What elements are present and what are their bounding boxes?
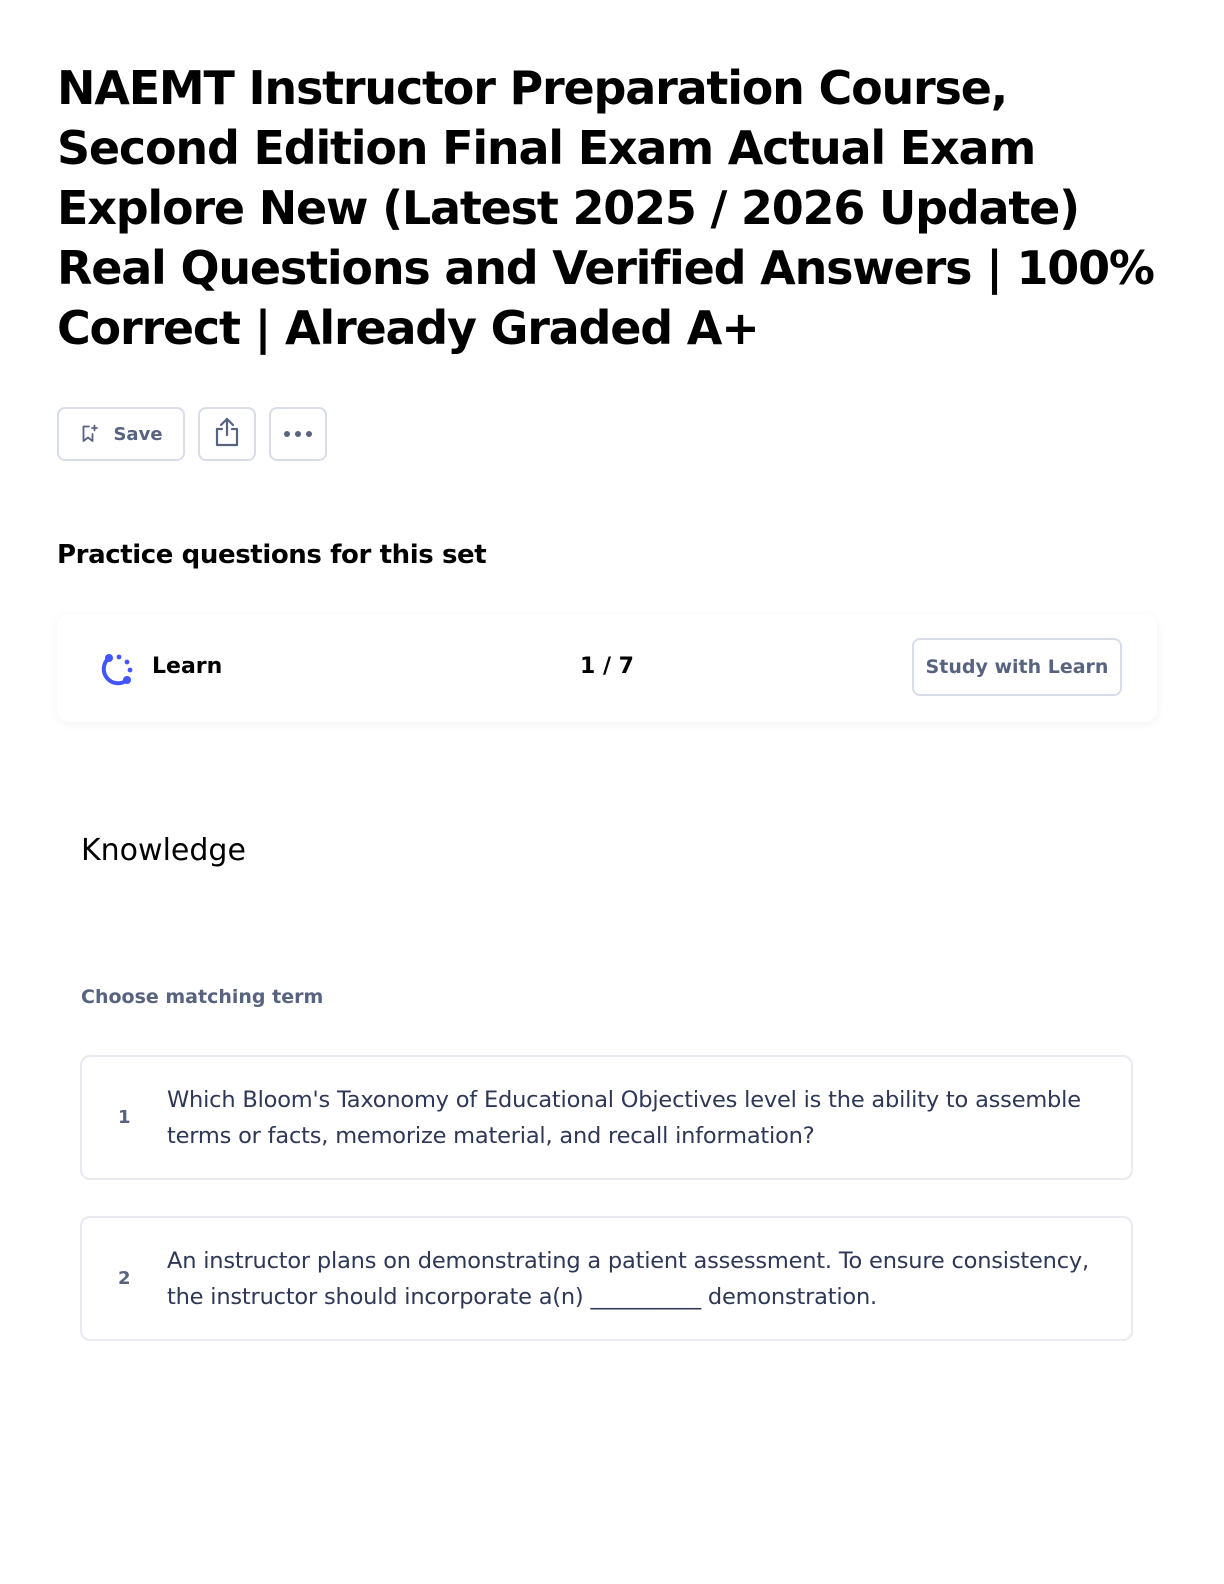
learn-mode-label: Learn	[152, 654, 223, 679]
question-term: Knowledge	[81, 833, 246, 868]
question-progress: 1 / 7	[580, 654, 634, 679]
bookmark-plus-icon	[79, 424, 99, 444]
option-text: Which Bloom's Taxonomy of Educational Objectives level is the ability to assemble terms or facts, memorize material, and recall information?	[167, 1086, 1081, 1149]
save-button[interactable]	[57, 407, 185, 461]
save-button-label: Save	[113, 423, 163, 445]
share-button[interactable]	[198, 407, 256, 461]
practice-section-heading: Practice questions for this set	[57, 540, 487, 570]
option-text: An instructor plans on demonstrating a patient assessment. To ensure consistency, the instructor should incorporate a(n) __________ demonstration.	[167, 1247, 1089, 1310]
more-options-button[interactable]	[269, 407, 327, 461]
page-title: NAEMT Instructor Preparation Course, Second Edition Final Exam Actual Exam Explore New (Latest 2025 / 2026 Update) Real Questions and Verified Answers | 100% Correct | Already Graded A+	[57, 61, 1154, 355]
more-dots-icon	[283, 425, 313, 443]
learn-icon	[93, 648, 137, 692]
learn-mode-bar	[57, 614, 1157, 722]
question-prompt: Choose matching term	[81, 986, 324, 1008]
share-icon	[212, 416, 242, 453]
option-number: 2	[118, 1268, 131, 1289]
answer-option-2[interactable]	[80, 1216, 1133, 1341]
answer-option-1[interactable]	[80, 1055, 1133, 1180]
study-with-learn-button[interactable]: Study with Learn	[912, 638, 1122, 696]
option-number: 1	[118, 1107, 131, 1128]
